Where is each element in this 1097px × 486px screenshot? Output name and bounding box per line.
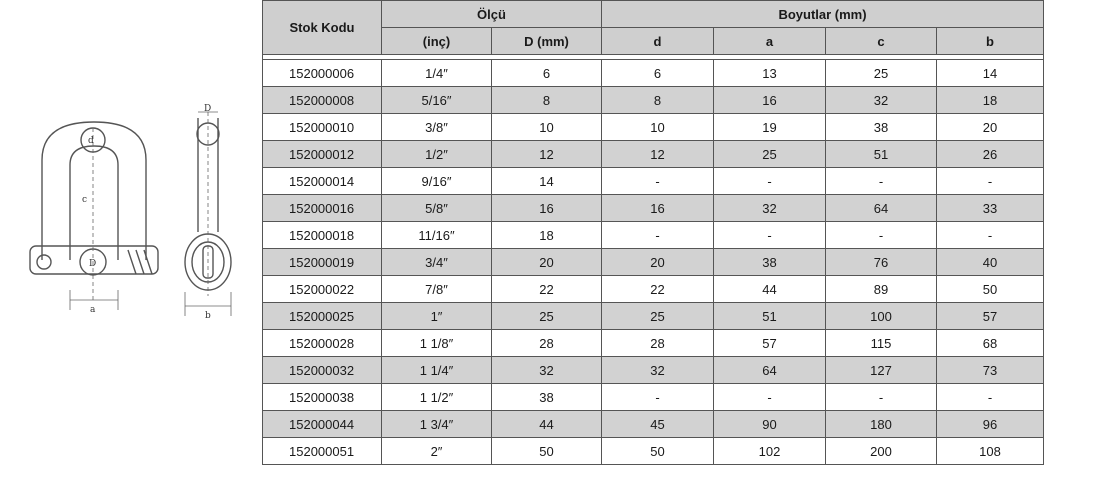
- shackle-spec-table: [262, 0, 1044, 465]
- cell-d: 28: [602, 330, 714, 357]
- table-row: [263, 357, 1044, 384]
- cell-code: 152000008: [263, 87, 382, 114]
- table-row: [263, 114, 1044, 141]
- table-row: [263, 141, 1044, 168]
- cell-b: -: [937, 168, 1044, 195]
- cell-code: 152000032: [263, 357, 382, 384]
- cell-c: 89: [826, 276, 937, 303]
- cell-D: 10: [492, 114, 602, 141]
- header-b: b: [937, 28, 1044, 55]
- table-row: [263, 330, 1044, 357]
- cell-a: 44: [714, 276, 826, 303]
- cell-c: 25: [826, 60, 937, 87]
- label-d: d: [88, 136, 94, 146]
- cell-d: 25: [602, 303, 714, 330]
- header-row-primary: [263, 1, 1044, 28]
- cell-b: 14: [937, 60, 1044, 87]
- table-row: [263, 222, 1044, 249]
- cell-code: 152000044: [263, 411, 382, 438]
- cell-D: 50: [492, 438, 602, 465]
- table-row: [263, 249, 1044, 276]
- cell-code: 152000014: [263, 168, 382, 195]
- header-d: d: [602, 28, 714, 55]
- cell-c: 200: [826, 438, 937, 465]
- cell-D: 22: [492, 276, 602, 303]
- label-b: b: [205, 311, 211, 321]
- cell-a: 38: [714, 249, 826, 276]
- table-row: [263, 384, 1044, 411]
- table-row: [263, 303, 1044, 330]
- cell-b: 18: [937, 87, 1044, 114]
- cell-d: 45: [602, 411, 714, 438]
- cell-a: 57: [714, 330, 826, 357]
- cell-d: 22: [602, 276, 714, 303]
- cell-c: -: [826, 384, 937, 411]
- cell-D: 44: [492, 411, 602, 438]
- cell-d: 32: [602, 357, 714, 384]
- cell-a: -: [714, 168, 826, 195]
- cell-c: 127: [826, 357, 937, 384]
- cell-c: -: [826, 168, 937, 195]
- cell-d: 12: [602, 141, 714, 168]
- cell-inch: 1″: [382, 303, 492, 330]
- cell-D: 25: [492, 303, 602, 330]
- shackle-drawing: [0, 0, 262, 481]
- cell-d: 6: [602, 60, 714, 87]
- cell-d: -: [602, 384, 714, 411]
- cell-inch: 3/4″: [382, 249, 492, 276]
- cell-a: 90: [714, 411, 826, 438]
- cell-b: 50: [937, 276, 1044, 303]
- cell-inch: 1 1/2″: [382, 384, 492, 411]
- cell-code: 152000028: [263, 330, 382, 357]
- cell-D: 14: [492, 168, 602, 195]
- cell-inch: 9/16″: [382, 168, 492, 195]
- table-row: [263, 168, 1044, 195]
- cell-code: 152000006: [263, 60, 382, 87]
- cell-inch: 7/8″: [382, 276, 492, 303]
- table-body: [263, 60, 1044, 465]
- header-inch: (inç): [382, 28, 492, 55]
- table-row: [263, 276, 1044, 303]
- cell-code: 152000010: [263, 114, 382, 141]
- cell-D: 12: [492, 141, 602, 168]
- cell-a: 13: [714, 60, 826, 87]
- cell-code: 152000018: [263, 222, 382, 249]
- cell-D: 28: [492, 330, 602, 357]
- cell-d: 8: [602, 87, 714, 114]
- cell-inch: 2″: [382, 438, 492, 465]
- cell-a: 25: [714, 141, 826, 168]
- table-row: [263, 60, 1044, 87]
- cell-inch: 5/8″: [382, 195, 492, 222]
- label-D: D: [89, 259, 97, 269]
- cell-c: 32: [826, 87, 937, 114]
- cell-b: -: [937, 222, 1044, 249]
- cell-a: 102: [714, 438, 826, 465]
- side-view-dimension-lines: [185, 112, 231, 316]
- cell-D: 8: [492, 87, 602, 114]
- cell-inch: 1 3/4″: [382, 411, 492, 438]
- cell-code: 152000019: [263, 249, 382, 276]
- cell-inch: 3/8″: [382, 114, 492, 141]
- cell-code: 152000016: [263, 195, 382, 222]
- cell-b: 108: [937, 438, 1044, 465]
- label-D-side: D: [204, 104, 212, 114]
- table-row: [263, 411, 1044, 438]
- cell-D: 20: [492, 249, 602, 276]
- cell-c: -: [826, 222, 937, 249]
- header-dimensions: Boyutlar (mm): [602, 1, 1044, 28]
- header-stock-code: Stok Kodu: [263, 1, 382, 55]
- cell-b: 26: [937, 141, 1044, 168]
- cell-b: 20: [937, 114, 1044, 141]
- cell-d: 50: [602, 438, 714, 465]
- cell-code: 152000025: [263, 303, 382, 330]
- header-D-mm: D (mm): [492, 28, 602, 55]
- cell-c: 64: [826, 195, 937, 222]
- cell-a: -: [714, 222, 826, 249]
- header-size: Ölçü: [382, 1, 602, 28]
- cell-b: 33: [937, 195, 1044, 222]
- cell-d: 10: [602, 114, 714, 141]
- cell-d: -: [602, 222, 714, 249]
- cell-a: -: [714, 384, 826, 411]
- cell-D: 6: [492, 60, 602, 87]
- cell-inch: 1/2″: [382, 141, 492, 168]
- cell-D: 32: [492, 357, 602, 384]
- cell-a: 51: [714, 303, 826, 330]
- cell-b: 57: [937, 303, 1044, 330]
- cell-a: 64: [714, 357, 826, 384]
- cell-b: 40: [937, 249, 1044, 276]
- table-row: [263, 87, 1044, 114]
- shackle-technical-drawing: [0, 0, 262, 481]
- cell-c: 51: [826, 141, 937, 168]
- cell-d: 20: [602, 249, 714, 276]
- cell-a: 19: [714, 114, 826, 141]
- cell-D: 16: [492, 195, 602, 222]
- cell-d: 16: [602, 195, 714, 222]
- cell-inch: 11/16″: [382, 222, 492, 249]
- cell-c: 76: [826, 249, 937, 276]
- cell-c: 38: [826, 114, 937, 141]
- cell-b: 68: [937, 330, 1044, 357]
- cell-a: 16: [714, 87, 826, 114]
- cell-inch: 1 1/8″: [382, 330, 492, 357]
- label-c: c: [82, 195, 88, 205]
- cell-code: 152000012: [263, 141, 382, 168]
- cell-code: 152000051: [263, 438, 382, 465]
- header-a: a: [714, 28, 826, 55]
- cell-D: 18: [492, 222, 602, 249]
- cell-d: -: [602, 168, 714, 195]
- label-a: a: [90, 305, 96, 315]
- cell-c: 180: [826, 411, 937, 438]
- shackle-front-view: [30, 122, 158, 275]
- cell-c: 100: [826, 303, 937, 330]
- cell-inch: 1 1/4″: [382, 357, 492, 384]
- cell-code: 152000022: [263, 276, 382, 303]
- cell-code: 152000038: [263, 384, 382, 411]
- cell-b: -: [937, 384, 1044, 411]
- cell-D: 38: [492, 384, 602, 411]
- cell-c: 115: [826, 330, 937, 357]
- front-view-dimension-lines: [70, 128, 118, 310]
- table-row: [263, 195, 1044, 222]
- table-row: [263, 438, 1044, 465]
- cell-inch: 5/16″: [382, 87, 492, 114]
- header-c: c: [826, 28, 937, 55]
- cell-b: 96: [937, 411, 1044, 438]
- cell-b: 73: [937, 357, 1044, 384]
- cell-inch: 1/4″: [382, 60, 492, 87]
- cell-a: 32: [714, 195, 826, 222]
